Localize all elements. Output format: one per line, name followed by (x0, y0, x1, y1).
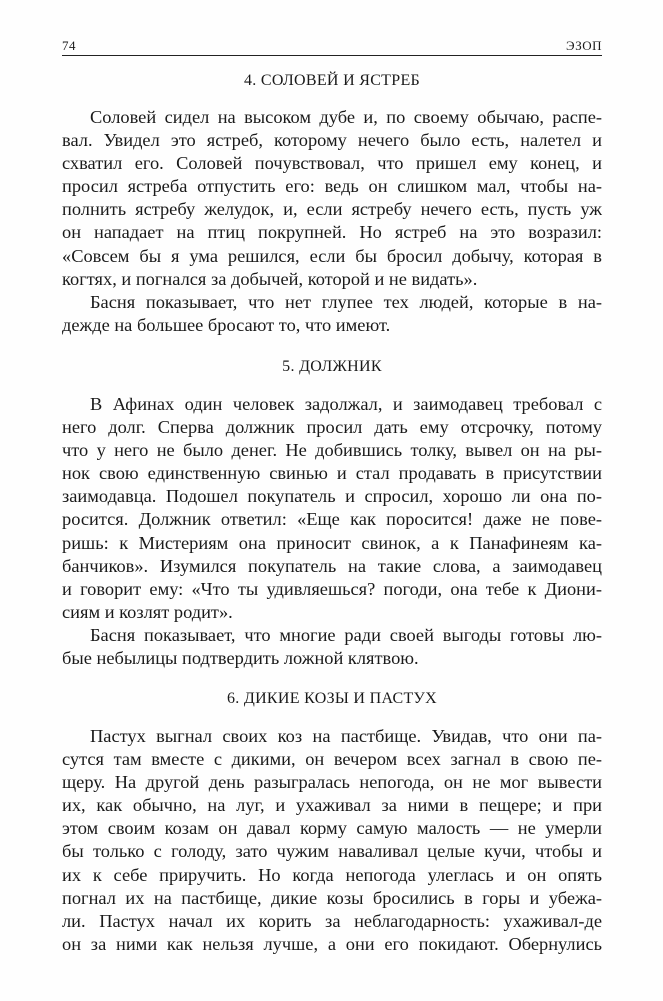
text-line: погнал их на пастбище, дикие козы бросились в горы и убежа- (62, 887, 602, 908)
header-rule (62, 55, 602, 56)
text-line: Басня показывает, что нет глупее тех людей, которые в на- (90, 292, 602, 312)
text-line: их, как обычно, на луг, и ухаживал за ними в пещере; и при (62, 795, 602, 816)
text-line: щеру. На другой день разыгралась непогода, он не мог вывести (62, 772, 602, 793)
running-head (62, 36, 602, 54)
text-line: нок свою единственную свинью и стал продавать в присутствии (62, 463, 602, 484)
text-line: ли. Пастух начал их корить за неблагодарность: ухаживал-де (62, 910, 602, 931)
text-line: заимодавца. Подошел покупатель и спросил, хорошо ли она по- (62, 486, 602, 507)
page-number: 74 (62, 38, 76, 53)
section-5-moral (62, 624, 602, 670)
text-line: он нападает на птиц покрупней. Но ястреб на это возразил: (62, 222, 602, 243)
text-line: Басня показывает, что многие ради своей выгоды готовы лю- (90, 625, 602, 645)
text-line: дежде на большее бросают то, что имеют. (62, 315, 391, 336)
text-line: схватил его. Соловей почувствовал, что пришел ему конец, и (62, 153, 602, 174)
text-line: бые небылицы подтвердить ложной клятвою. (62, 648, 419, 669)
text-line: полнить ястребу желудок, и, если ястребу нечего есть, пусть уж (62, 199, 602, 220)
text-line: сиям и козлят родит». (62, 601, 233, 622)
text-line: росится. Должник ответил: «Еще как поросится! даже не пове- (62, 509, 602, 530)
text-line: него долг. Сперва должник просил дать ему отсрочку, потому (62, 417, 602, 438)
text-line: просил ястреба отпустить его: ведь он слишком мал, чтобы на- (62, 176, 602, 197)
text-line: бы только с голоду, зато чужим наваливал целые кучи, чтобы и (62, 841, 602, 862)
text-line: их к себе приручить. Но когда непогода улеглась и он опять (62, 864, 602, 885)
section-title-6: 6. ДИКИЕ КОЗЫ И ПАСТУХ (226, 690, 438, 707)
section-5-paragraph-1 (62, 393, 602, 624)
text-line: банчиков». Изумился покупатель на такие слова, а заимодавец (62, 555, 602, 576)
text-line: он за ними как нельзя лучше, а они его покидают. Обернулись (62, 933, 602, 954)
text-line: сутся там вместе с дикими, он вечером всех загнал в свою пе- (62, 749, 602, 770)
section-4-moral (62, 291, 602, 337)
text-line: вал. Увидел это ястреб, которому нечего было есть, налетел и (62, 130, 602, 151)
text-line: «Совсем бы я ума решился, если бы бросил добычу, которая в (62, 245, 602, 266)
section-title-5: 5. ДОЛЖНИК (282, 358, 382, 375)
text-line: В Афинах один человек задолжал, и заимодавец требовал с (90, 394, 602, 414)
text-line: ришь: к Мистериям она приносит свинок, а к Панафинеям ка- (62, 532, 602, 553)
section-6-paragraph-1 (62, 725, 602, 956)
text-line: Пастух выгнал своих коз на пастбище. Увидав, что они па- (90, 726, 602, 746)
text-line: что у него не было денег. Не добившись толку, вывел он на ры- (62, 440, 602, 461)
text-line: когтях, и погнался за добычей, которой и не видать». (62, 268, 478, 289)
text-line: и говорит ему: «Что ты удивляешься? погоди, она тебе к Диони- (62, 578, 602, 599)
section-4-paragraph-1 (62, 106, 602, 291)
section-title-4: 4. СОЛОВЕЙ И ЯСТРЕБ (243, 72, 421, 89)
running-title: ЭЗОП (565, 38, 602, 53)
text-line: этом своим козам он давал корму самую малость — не умерли (62, 818, 602, 839)
text-line: Соловей сидел на высоком дубе и, по своему обычаю, распе- (90, 107, 602, 127)
